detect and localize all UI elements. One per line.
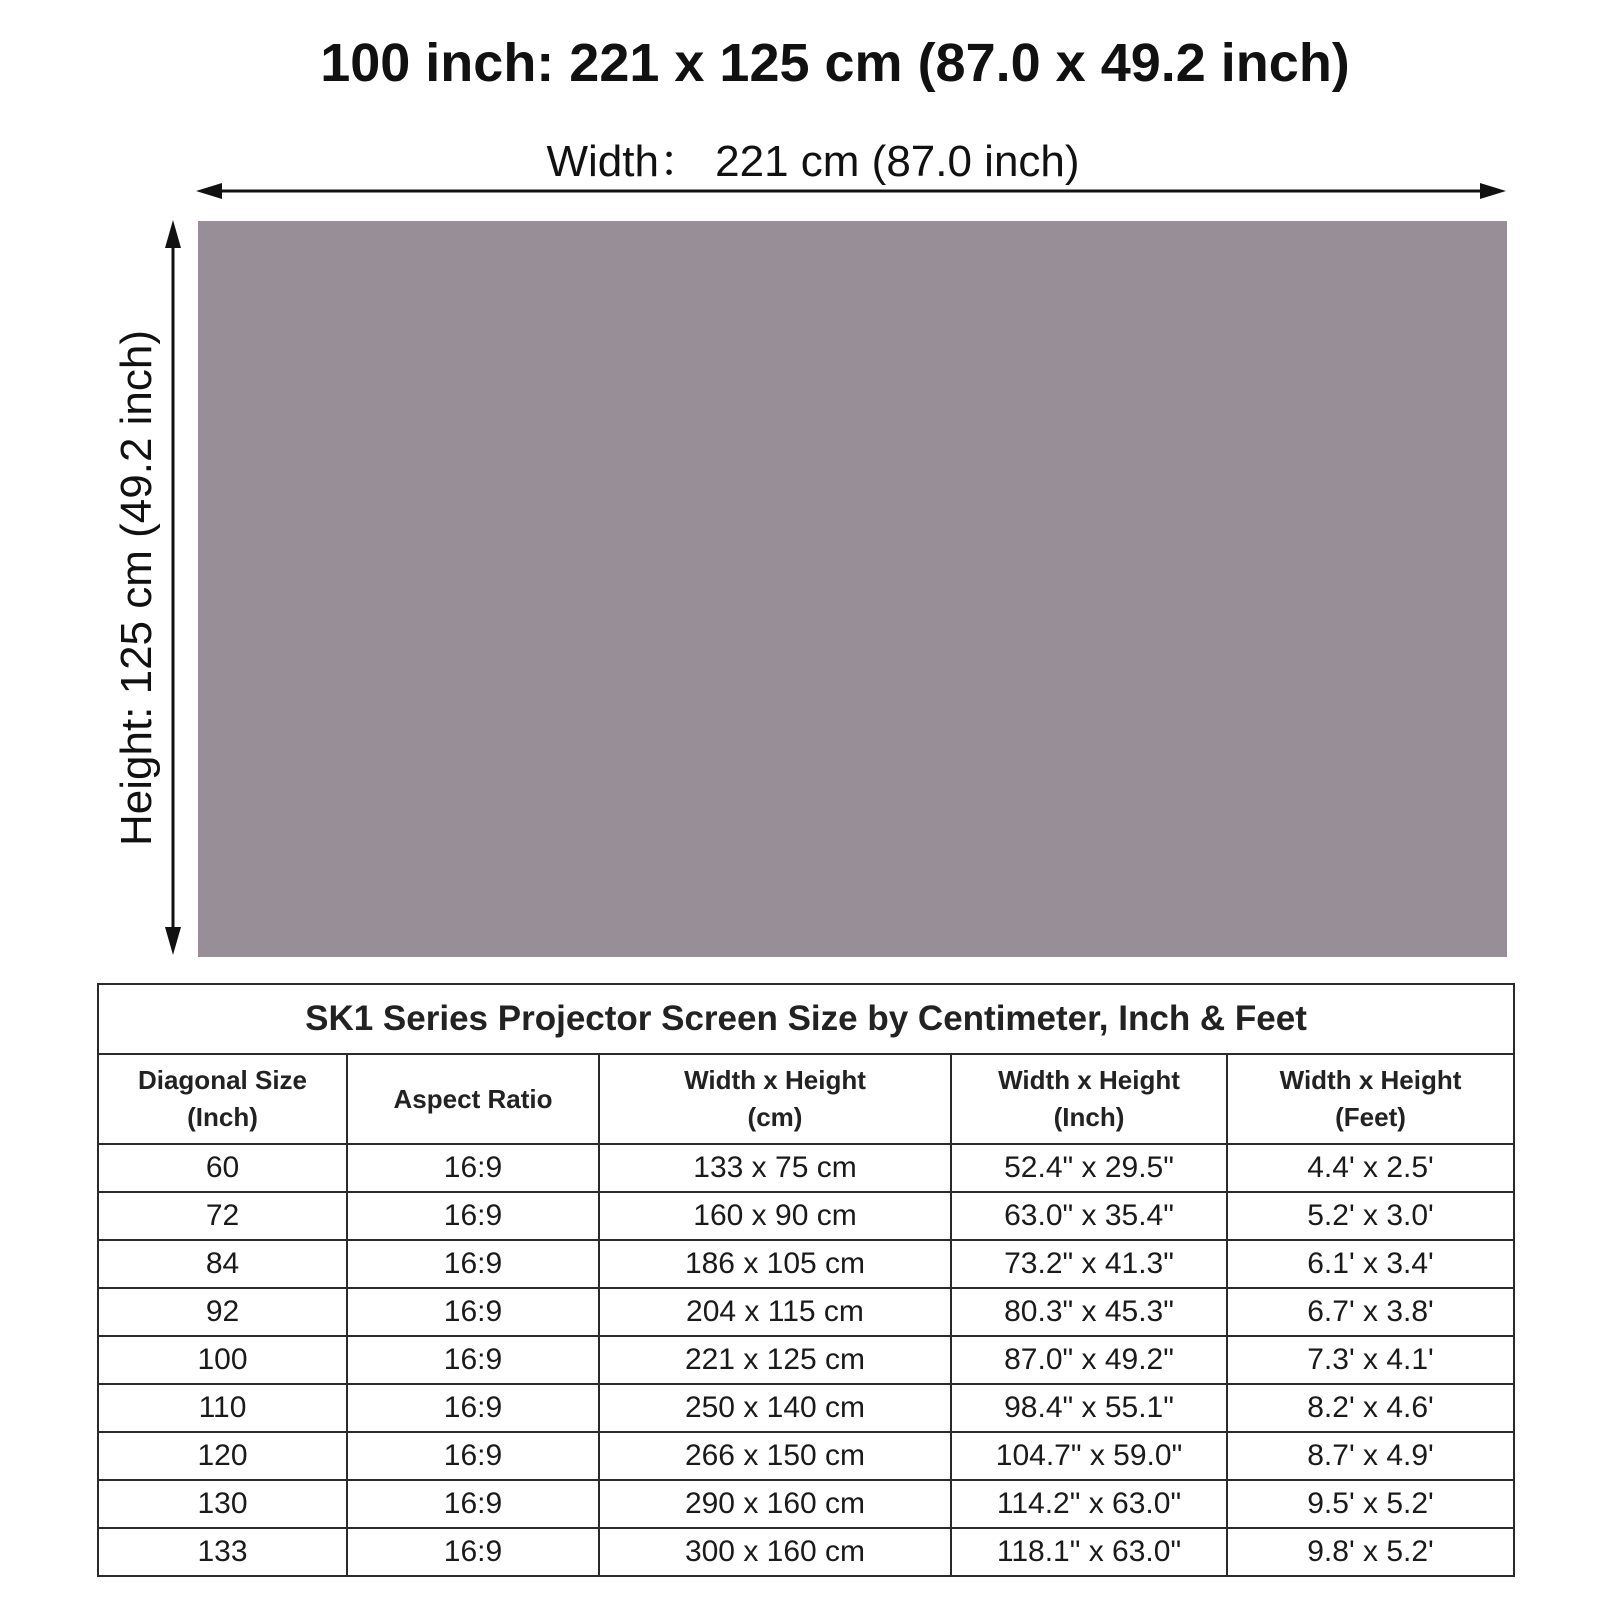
cell-cm: 250 x 140 cm [599, 1384, 951, 1432]
cell-inch: 73.2" x 41.3" [951, 1240, 1227, 1288]
cell-diagonal: 100 [98, 1336, 347, 1384]
cell-aspect: 16:9 [347, 1144, 599, 1192]
table-row [98, 1336, 1514, 1384]
cell-inch: 118.1" x 63.0" [951, 1528, 1227, 1576]
width-arrow-icon [196, 176, 1506, 206]
table-caption: SK1 Series Projector Screen Size by Centimeter, Inch & Feet [98, 984, 1514, 1054]
cell-aspect: 16:9 [347, 1480, 599, 1528]
width-dimension-label: Width： 221 cm (87.0 inch) [546, 137, 1080, 186]
cell-inch: 52.4" x 29.5" [951, 1144, 1227, 1192]
cell-aspect: 16:9 [347, 1384, 599, 1432]
height-dimension-label: Height: 125 cm (49.2 inch) [112, 329, 161, 847]
projector-screen-swatch [198, 221, 1507, 957]
height-arrow-icon [158, 220, 188, 955]
cell-feet: 9.8' x 5.2' [1227, 1528, 1514, 1576]
cell-diagonal: 72 [98, 1192, 347, 1240]
cell-diagonal: 110 [98, 1384, 347, 1432]
cell-inch: 114.2" x 63.0" [951, 1480, 1227, 1528]
cell-inch: 98.4" x 55.1" [951, 1384, 1227, 1432]
cell-diagonal: 60 [98, 1144, 347, 1192]
page-title: 100 inch: 221 x 125 cm (87.0 x 49.2 inch) [320, 33, 1350, 93]
cell-aspect: 16:9 [347, 1528, 599, 1576]
cell-diagonal: 120 [98, 1432, 347, 1480]
cell-feet: 6.7' x 3.8' [1227, 1288, 1514, 1336]
cell-cm: 300 x 160 cm [599, 1528, 951, 1576]
cell-aspect: 16:9 [347, 1432, 599, 1480]
cell-aspect: 16:9 [347, 1336, 599, 1384]
cell-aspect: 16:9 [347, 1288, 599, 1336]
cell-cm: 290 x 160 cm [599, 1480, 951, 1528]
cell-inch: 63.0" x 35.4" [951, 1192, 1227, 1240]
cell-cm: 133 x 75 cm [599, 1144, 951, 1192]
cell-cm: 204 x 115 cm [599, 1288, 951, 1336]
cell-feet: 9.5' x 5.2' [1227, 1480, 1514, 1528]
header-aspect-ratio: Aspect Ratio [347, 1054, 599, 1144]
table-row [98, 1144, 1514, 1192]
cell-feet: 4.4' x 2.5' [1227, 1144, 1514, 1192]
header-size-feet: Width x Height (Feet) [1227, 1054, 1514, 1144]
cell-aspect: 16:9 [347, 1192, 599, 1240]
header-diagonal-size: Diagonal Size (Inch) [98, 1054, 347, 1144]
screen-size-table [97, 983, 1515, 1577]
cell-inch: 104.7" x 59.0" [951, 1432, 1227, 1480]
cell-diagonal: 130 [98, 1480, 347, 1528]
cell-cm: 160 x 90 cm [599, 1192, 951, 1240]
table-row [98, 1240, 1514, 1288]
table-row [98, 1192, 1514, 1240]
table-row [98, 1432, 1514, 1480]
table-row [98, 1480, 1514, 1528]
cell-diagonal: 92 [98, 1288, 347, 1336]
cell-feet: 5.2' x 3.0' [1227, 1192, 1514, 1240]
cell-cm: 221 x 125 cm [599, 1336, 951, 1384]
cell-cm: 186 x 105 cm [599, 1240, 951, 1288]
table-row [98, 1528, 1514, 1576]
table-header-row [98, 1054, 1514, 1144]
cell-feet: 6.1' x 3.4' [1227, 1240, 1514, 1288]
table-row [98, 1384, 1514, 1432]
cell-inch: 87.0" x 49.2" [951, 1336, 1227, 1384]
cell-feet: 8.2' x 4.6' [1227, 1384, 1514, 1432]
table-row [98, 1288, 1514, 1336]
header-size-inch: Width x Height (Inch) [951, 1054, 1227, 1144]
cell-diagonal: 133 [98, 1528, 347, 1576]
cell-feet: 8.7' x 4.9' [1227, 1432, 1514, 1480]
cell-feet: 7.3' x 4.1' [1227, 1336, 1514, 1384]
cell-diagonal: 84 [98, 1240, 347, 1288]
cell-cm: 266 x 150 cm [599, 1432, 951, 1480]
header-size-cm: Width x Height (cm) [599, 1054, 951, 1144]
cell-aspect: 16:9 [347, 1240, 599, 1288]
cell-inch: 80.3" x 45.3" [951, 1288, 1227, 1336]
